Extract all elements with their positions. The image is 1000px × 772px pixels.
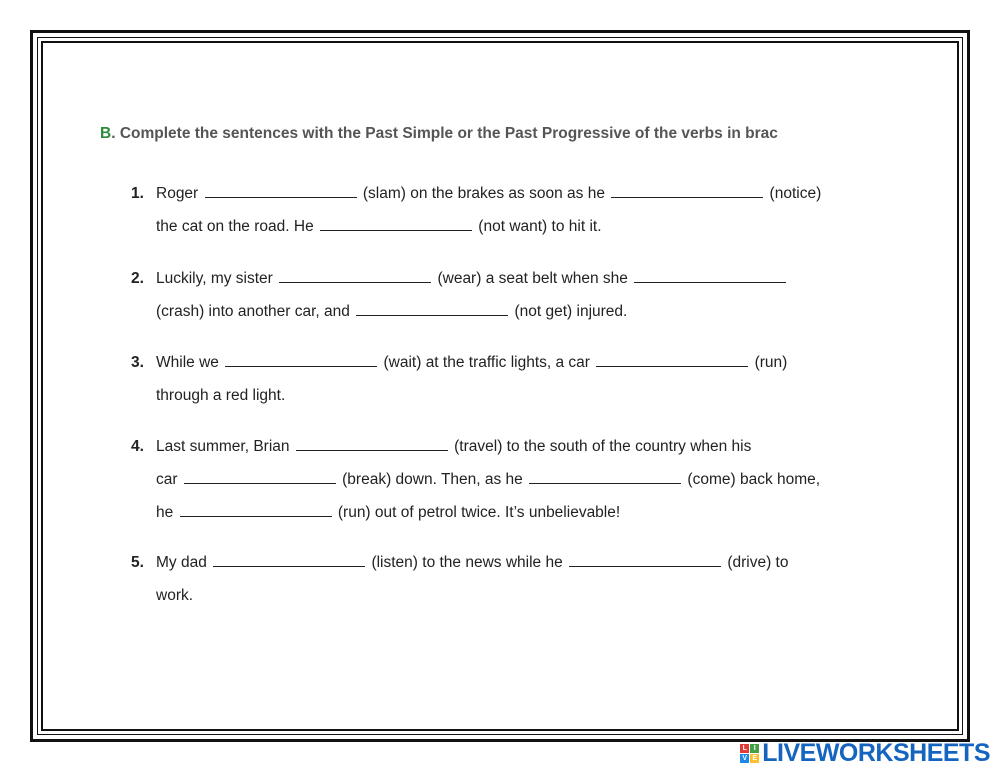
sentence-text: (not get) injured. — [510, 303, 628, 320]
sentence-text: Last summer, Brian — [156, 438, 294, 455]
item-number: 3. — [131, 354, 144, 371]
sentence-text: (wear) a seat belt when she — [433, 270, 633, 287]
sentence-text: (slam) on the brakes as soon as he — [358, 185, 610, 202]
sentence-text: (drive) to — [723, 554, 789, 571]
answer-blank[interactable] — [596, 352, 748, 367]
liveworksheets-brand — [740, 740, 990, 766]
exercise-item-1 — [131, 177, 916, 243]
sentence-text: work. — [156, 587, 194, 604]
answer-blank[interactable] — [184, 469, 336, 484]
answer-blank[interactable] — [611, 183, 763, 198]
sentence-line — [156, 430, 916, 463]
frame-border — [37, 37, 963, 735]
sentence-text: (come) back home, — [683, 471, 821, 488]
item-number: 1. — [131, 185, 144, 202]
sentence-text: car — [156, 471, 182, 488]
answer-blank[interactable] — [180, 502, 332, 517]
sentence-text: the cat on the road. He — [156, 218, 318, 235]
sentence-line — [156, 496, 916, 529]
answer-blank[interactable] — [225, 352, 377, 367]
section-instruction: . Complete the sentences with the Past Simple or the Past Progressive of the verbs in brac — [111, 125, 778, 142]
logo-tile: V — [740, 754, 749, 763]
sentence-line — [156, 546, 916, 579]
exercise-item-4 — [131, 430, 916, 529]
sentence-text: through a red light. — [156, 387, 286, 404]
worksheet-content — [41, 41, 959, 731]
sentence-line — [156, 210, 916, 243]
logo-tile: L — [740, 744, 749, 753]
item-number: 2. — [131, 270, 144, 287]
section-letter: B — [100, 125, 112, 142]
sentence-text: (break) down. Then, as he — [337, 471, 528, 488]
sentence-text: Roger — [156, 185, 203, 202]
sentence-line — [156, 346, 916, 379]
exercise-item-5 — [131, 546, 916, 612]
section-heading — [100, 125, 920, 143]
sentence-text: (wait) at the traffic lights, a car — [379, 354, 595, 371]
answer-blank[interactable] — [529, 469, 681, 484]
answer-blank[interactable] — [205, 183, 357, 198]
answer-blank[interactable] — [296, 436, 448, 451]
logo-tile: I — [750, 744, 759, 753]
answer-blank[interactable] — [634, 268, 786, 283]
sentence-text: (listen) to the news while he — [367, 554, 568, 571]
sentence-text: he — [156, 504, 178, 521]
live-logo-icon — [740, 744, 759, 763]
answer-blank[interactable] — [279, 268, 431, 283]
sentence-text: (run) out of petrol twice. It’s unbelievable! — [333, 504, 621, 521]
answer-blank[interactable] — [213, 552, 365, 567]
exercise-item-3 — [131, 346, 916, 412]
sentence-text: While we — [156, 354, 224, 371]
answer-blank[interactable] — [320, 216, 472, 231]
item-number: 5. — [131, 554, 144, 571]
sentence-line — [156, 295, 916, 328]
sentence-line — [156, 262, 916, 295]
sentence-text: Luckily, my sister — [156, 270, 278, 287]
sentence-line — [156, 579, 916, 612]
logo-tile: E — [750, 754, 759, 763]
sentence-line — [156, 463, 916, 496]
sentence-text: (travel) to the south of the country when his — [449, 438, 752, 455]
sentence-text: (run) — [750, 354, 788, 371]
sentence-line — [156, 177, 916, 210]
worksheet-frame — [30, 30, 970, 742]
exercise-item-2 — [131, 262, 916, 328]
answer-blank[interactable] — [569, 552, 721, 567]
sentence-text: My dad — [156, 554, 212, 571]
sentence-text: (notice) — [765, 185, 822, 202]
sentence-line — [156, 379, 916, 412]
sentence-text: (crash) into another car, and — [156, 303, 355, 320]
sentence-text: (not want) to hit it. — [474, 218, 602, 235]
answer-blank[interactable] — [356, 301, 508, 316]
brand-name: LIVEWORKSHEETS — [762, 738, 990, 767]
item-number: 4. — [131, 438, 144, 455]
